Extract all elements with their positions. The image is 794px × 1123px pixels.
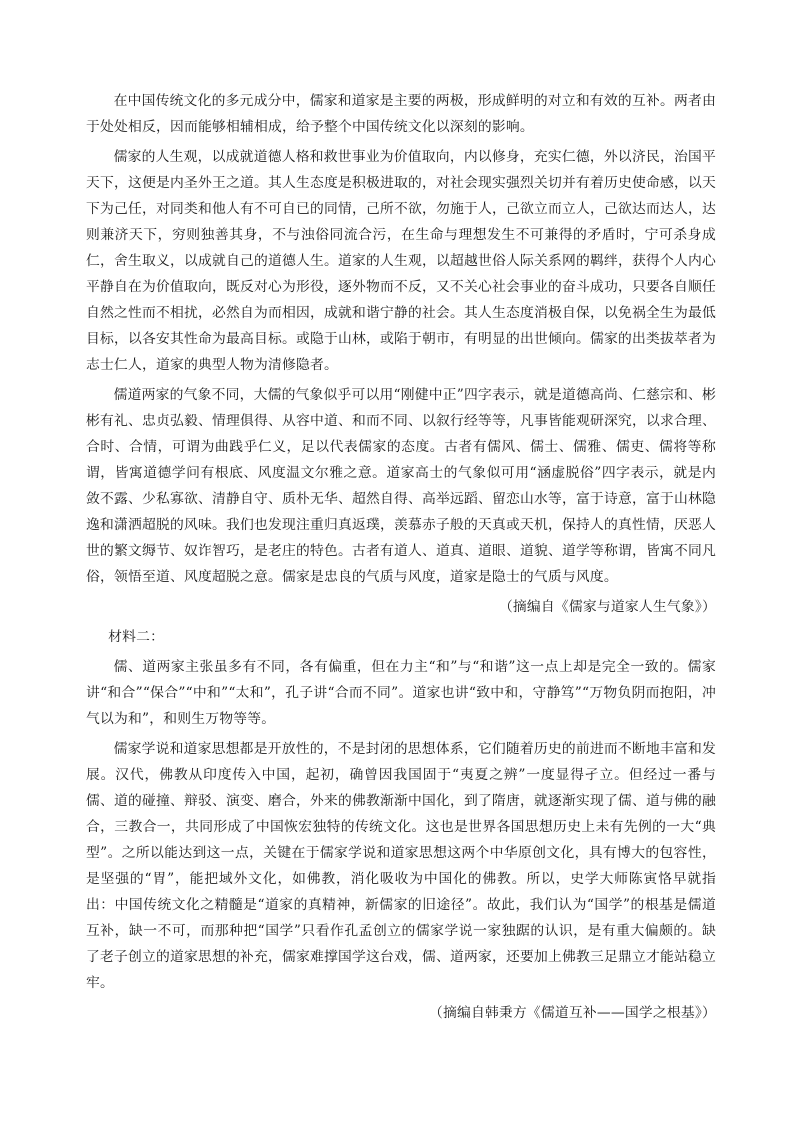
paragraph-4: 儒、道两家主张虽多有不同，各有偏重，但在力主“和”与“和谐”这一点上却是完全一致的。儒家讲“和合”“保合”“中和”“太和”，孔子讲“合而不同”。道家也讲“致中和，守静笃”“万物负阴而抱阳，冲气以为和”，和则生万物等等。	[86, 659, 716, 727]
paragraph-3: 儒道两家的气象不同，大儒的气象似乎可以用“刚健中正”四字表示，就是道德高尚、仁慈宗和、彬彬有礼、忠贞弘毅、情理俱得、从容中道、和而不同、以叙行经等等，凡事皆能观研深究，以求合理、合时、合情，可谓为曲践乎仁义，足以代表儒家的态度。古者有儒风、儒士、儒雅、儒吏、儒将等称谓，皆寓道德学问有根底、风度温文尔雅之意。道家高士的气象似可用“涵虚脱俗”四字表示，就是内敛不露、少私寡欲、清静自守、质朴无华、超然自得、高举远蹈、留恋山水等，富于诗意，富于山林隐逸和潇洒超脱的风味。我们也发现注重归真返璞，羡慕赤子般的天真或天机，保持人的真性情，厌恶人世的繁文缛节、奴诈智巧，是老庄的特色。古者有道人、道真、道眼、道貌、道学等称谓，皆寓不同凡俗，领悟至道、风度超脱之意。儒家是忠良的气质与风度，道家是隐士的气质与风度。	[86, 387, 716, 585]
paragraph-1: 在中国传统文化的多元成分中，儒家和道家是主要的两极，形成鲜明的对立和有效的互补。两者由于处处相反，因而能够相辅相成，给予整个中国传统文化以深刻的影响。	[86, 93, 716, 135]
source-citation-1: （摘编自《儒家与道家人生气象》）	[498, 599, 716, 615]
paragraph-5: 儒家学说和道家思想都是开放性的，不是封闭的思想体系，它们随着历史的前进而不断地丰富和发展。汉代，佛教从印度传入中国，起初，确曾因我国固于“夷夏之辨”一度显得孑立。但经过一番与儒、道的碰撞、辩驳、演变、磨合，外来的佛教渐渐中国化，到了隋唐，就逐渐实现了儒、道与佛的融合，三教合一，共同形成了中国恢宏独特的传统文化。这也是世界各国思想历史上未有先例的一大“典型”。之所以能达到这一点，关键在于儒家学说和道家思想这两个中华原创文化，具有博大的包容性，是坚强的“胃”，能把域外文化，如佛教，消化吸收为中国化的佛教。所以，史学大师陈寅恪早就指出：中国传统文化之精髓是“道家的真精神，新儒家的旧途径”。故此，我们认为“国学”的根基是儒道互补，缺一不可，而那种把“国学”只看作孔孟创立的儒家学说一家独踞的认识，是有重大偏颇的。缺了老子创立的道家思想的补充，儒家难撑国学这台戏，儒、道两家，还要加上佛教三足鼎立才能站稳立牢。	[86, 741, 716, 991]
material-label: 材料二：	[108, 629, 165, 645]
source-citation-2: （摘编自韩秉方《儒道互补——国学之根基》）	[428, 1005, 716, 1021]
paragraph-2: 儒家的人生观，以成就道德人格和救世事业为价值取向，内以修身，充实仁德，外以济民，治国平天下，这便是内圣外王之道。其人生态度是积极进取的，对社会现实强烈关切并有着历史使命感，以天下为己任，对同类和他人有不可自已的同情，己所不欲，勿施于人，己欲立而立人，己欲达而达人，达则兼济天下，穷则独善其身，不与浊俗同流合污，在生命与理想发生不可兼得的矛盾时，宁可杀身成仁，舍生取义，以成就自己的道德人生。道家的人生观，以超越世俗人际关系网的羁绊，获得个人内心平静自在为价值取向，既反对心为形役，逐外物而不反，又不关心社会事业的奋斗成功，只要各自顺任自然之性而不相扰，必然自为而相因，成就和谐宁静的社会。其人生态度消极自保，以免祸全生为最低目标，以各安其性命为最高目标。或隐于山林，或陷于朝市，有明显的出世倾向。儒家的出类拔萃者为志士仁人，道家的典型人物为清修隐者。	[86, 149, 716, 373]
document-body	[86, 88, 716, 1030]
